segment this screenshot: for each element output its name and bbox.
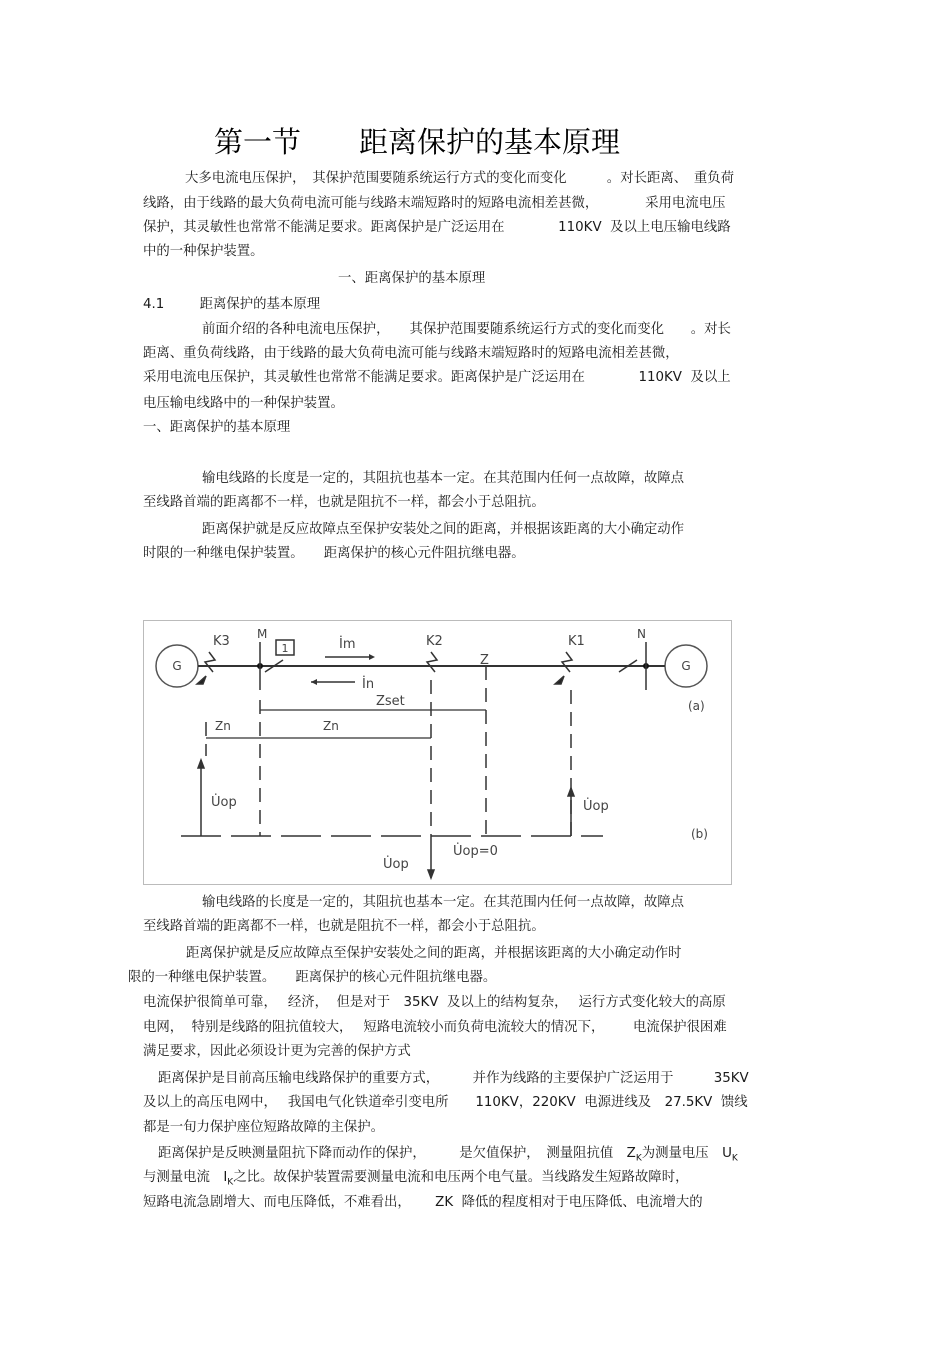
generator-right-icon — [665, 645, 707, 687]
label-k1: K1 — [568, 634, 585, 649]
paragraph-line: 保护，其灵敏性也常常不能满足要求。距离保护是广泛运用在 110KV 及以上电压输电线路 — [143, 220, 731, 235]
paragraph-line: 线路，由于线路的最大负荷电流可能与线路末端短路时的短路电流相差甚微， 采用电流电压 — [143, 196, 726, 211]
subheading: 一、距离保护的基本原理 — [143, 420, 291, 435]
label-b: (b) — [691, 827, 708, 841]
paragraph-line: 电压输电线路中的一种保护装置。 — [143, 396, 344, 411]
paragraph-line: 短路电流急剧增大、而电压降低，不难看出， ZK 降低的程度相对于电压降低、电流增大的 — [143, 1195, 703, 1210]
label-z: Z — [480, 653, 489, 668]
paragraph-line: 及以上的高压电网中， 我国电气化铁道牵引变电所 110KV，220KV 电源进线及 27.5KV 馈线 — [143, 1095, 748, 1110]
label-k3: K3 — [213, 634, 230, 649]
paragraph-line: 满足要求，因此必须设计更为完善的保护方式 — [143, 1044, 411, 1059]
subheading: 4.1 距离保护的基本原理 — [143, 297, 321, 312]
label-uop-1: U̇op — [211, 795, 237, 810]
paragraph-line: 限的一种继电保护装置。 距离保护的核心元件阻抗继电器。 — [128, 970, 497, 985]
paragraph-line: 电网， 特别是线路的阻抗值较大， 短路电流较小而负荷电流较大的情况下， 电流保护很困难 — [143, 1020, 727, 1035]
label-a: (a) — [688, 699, 705, 713]
distance-protection-diagram — [143, 620, 733, 885]
paragraph-line: 电流保护很简单可靠， 经济， 但是对于 35KV 及以上的结构复杂， 运行方式变化较大的高原 — [143, 995, 726, 1010]
label-k2: K2 — [426, 634, 443, 649]
label-zn-1: Zn — [215, 719, 231, 733]
svg-text:G: G — [681, 659, 691, 673]
paragraph-line: 至线路首端的距离都不一样，也就是阻抗不一样，都会小于总阻抗。 — [143, 495, 545, 510]
paragraph-line: 至线路首端的距离都不一样，也就是阻抗不一样，都会小于总阻抗。 — [143, 919, 545, 934]
label-im: İm — [339, 637, 356, 652]
paragraph-line: 中的一种保护装置。 — [143, 244, 264, 259]
paragraph-line: 距离、重负荷线路，由于线路的最大负荷电流可能与线路末端短路时的短路电流相差甚微， — [143, 346, 679, 361]
paragraph-line: 时限的一种继电保护装置。 距离保护的核心元件阻抗继电器。 — [143, 546, 525, 561]
paragraph-line: 距离保护是目前高压输电线路保护的重要方式， 并作为线路的主要保护广泛运用于 35KV — [158, 1071, 749, 1086]
label-zn-2: Zn — [323, 719, 339, 733]
paragraph-line: 大多电流电压保护， 其保护范围要随系统运行方式的变化而变化 。对长距离、 重负荷 — [185, 171, 735, 186]
subheading: 一、距离保护的基本原理 — [338, 271, 486, 286]
paragraph-line: 输电线路的长度是一定的，其阻抗也基本一定。在其范围内任何一点故障，故障点 — [202, 471, 685, 486]
label-uop-2: U̇op — [583, 799, 609, 814]
paragraph-line: 距离保护是反映测量阻抗下降而动作的保护， 是欠值保护， 测量阻抗值 $Z_K$为测量电压 $U_K$ — [158, 1146, 738, 1164]
generator-left-icon — [156, 645, 198, 687]
fault-markers — [197, 652, 572, 684]
zone-boundaries — [206, 666, 571, 836]
label-zset: Zset — [376, 694, 405, 709]
paragraph-line: 采用电流电压保护，其灵敏性也常常不能满足要求。距离保护是广泛运用在 110KV 及以上 — [143, 370, 731, 385]
paragraph-line: 前面介绍的各种电流电压保护， 其保护范围要随系统运行方式的变化而变化 。对长 — [202, 322, 731, 337]
paragraph-line: 都是一旬力保护座位短路故障的主保护。 — [143, 1120, 385, 1135]
relay-label: 1 — [281, 642, 289, 655]
paragraph-line: 距离保护就是反应故障点至保护安装处之间的距离，并根据该距离的大小确定动作时 — [186, 946, 682, 961]
label-in: İn — [362, 677, 375, 692]
label-n: N — [637, 627, 646, 641]
label-uop-zero: U̇op=0 — [453, 844, 498, 859]
svg-text:G: G — [172, 659, 182, 673]
paragraph-line: 距离保护就是反应故障点至保护安装处之间的距离，并根据该距离的大小确定动作 — [202, 522, 685, 537]
label-m: M — [257, 627, 268, 641]
label-uop-3: U̇op — [383, 857, 409, 872]
paragraph-line: 与测量电流 $I_K$之比。故保护装置需要测量电流和电压两个电气量。当线路发生短路故障时， — [143, 1170, 689, 1188]
section-title: 第一节 距离保护的基本原理 — [214, 125, 621, 159]
paragraph-line: 输电线路的长度是一定的，其阻抗也基本一定。在其范围内任何一点故障，故障点 — [202, 895, 685, 910]
